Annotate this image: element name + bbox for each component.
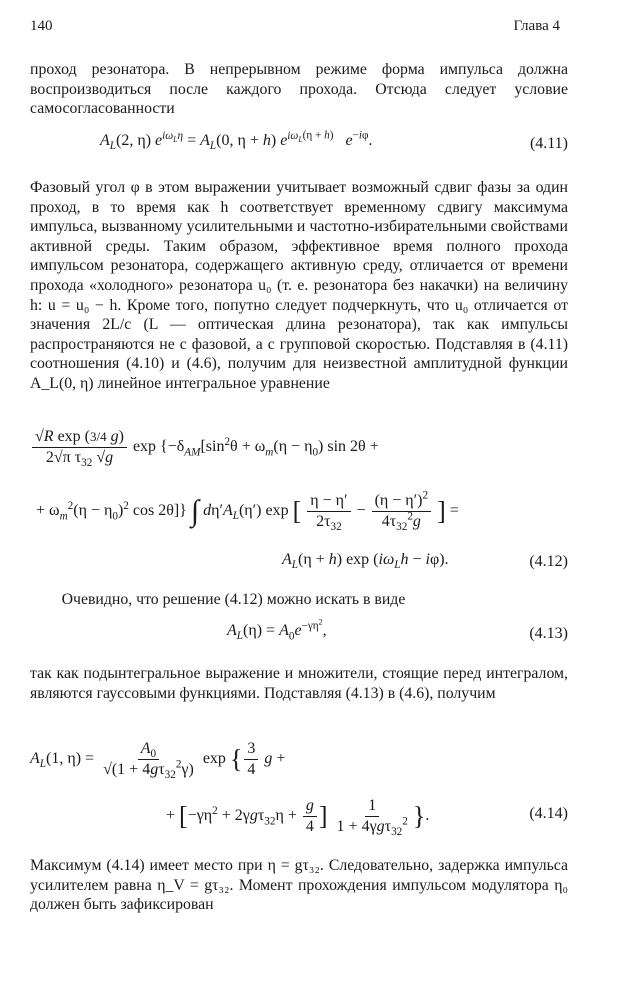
paragraph-3 [30,590,568,610]
paragraph-4 [30,664,568,703]
paragraph-4-text: так как подынтегральное выражение и множители, стоящие перед интегралом, являются гауссовыми функциями. Подставляя (4.13) в (4.6), получим [30,665,568,702]
equation-4-13: $A_L(\eta) = A_0e^{-\gamma\eta^2}$, [227,617,327,643]
equation-number-4-12: (4.12) [529,553,568,570]
equation-4-12-line-2: + $\omega_m^2(\eta - \eta_0)^2$ cos 2θ]} ∫ $d\eta'A_L(\eta')$ exp [ $\frac{\eta - \eta'}{2\tau_{32}}$ − $\frac{(\eta - \eta')^2}{4\tau_{32}^2g}$ ] = [36,489,459,534]
chapter-title: Глава 4 [513,18,560,34]
paragraph-2-text: Фазовый угол φ в этом выражении учитывает возможный сдвиг фазы за один проход, в то время как h соответствует временному сдвигу максимума импульса, вызванному усилительными и частотно-избирательными свойствами активной среды. Таким образом, эффективное время полного прохода импульсом резонатора, содержащего активную среду, отличается от времени прохода «холодного» резонатора u₀ (т. е. резонатора без накачки) на величину h: u = u₀ − h. Кроме того, попутно следует подчеркнуть, что u₀ отличается от значения 2L/c (L — оптическая длина резонатора), так как импульсы распространяются не с фазовой, а с групповой скоростью. Подставляя в (4.11) соотношения (4.10) и (4.6), получим для неизвестной амплитудной функции A_L(0, η) линейное интегральное уравнение [30,179,568,392]
equation-4-14-line-2: + [$-\gamma\eta^2 + 2\gamma g\tau_{32}\eta$ + $\frac{g}{4}$ ] $\frac{1}{1 + 4\gamma g\tau_{32}^2}$ }. [166,797,430,839]
equation-number-4-14: (4.14) [529,805,568,822]
paragraph-1 [30,60,568,119]
equation-number-4-13: (4.13) [529,625,568,642]
paragraph-1-text: проход резонатора. В непрерывном режиме форма импульса должна воспроизводиться после каждого прохода. Отсюда следует условие самосогласованности [30,61,568,118]
paragraph-2 [30,178,568,394]
paragraph-5 [30,856,568,915]
paragraph-5-text: Максимум (4.14) имеет место при η = gτ₃₂. Следовательно, задержка импульса усилителем равна η_V = gτ₃₂. Момент прохождения импульсом модулятора η₀ должен быть зафиксирован [30,857,568,914]
page-number: 140 [30,18,53,34]
equation-4-11: $A_L(2$, η) $e^{i\omega_L\eta} = A_L(0$, η + h) $e^{i\omega_L(\eta + h)}$ $e^{-i\varphi}$. [100,129,373,153]
equation-4-12-line-1: $\frac{\text{√R exp (3/4 g)}}{2√\pi \tau_{32} √g}$ $\exp \{-\delta_{AM}[\sin^2\theta + \omega_m(\eta - \eta_0)$ sin 2θ + [30,428,379,467]
paragraph-3-text: Очевидно, что решение (4.12) можно искать в виде [61,591,406,608]
equation-4-12-line-3: $A_L(\eta + h)$ $\exp (i\omega_Lh - i\varphi)$. [282,551,449,572]
equation-4-14-line-1: $A_L(1$, η) = $\frac{A_0}{√(1 + 4g\tau_{32}^2\gamma)}$ exp { $\frac{3}{4}$ g + [30,740,286,782]
equation-number-4-11: (4.11) [529,135,568,152]
